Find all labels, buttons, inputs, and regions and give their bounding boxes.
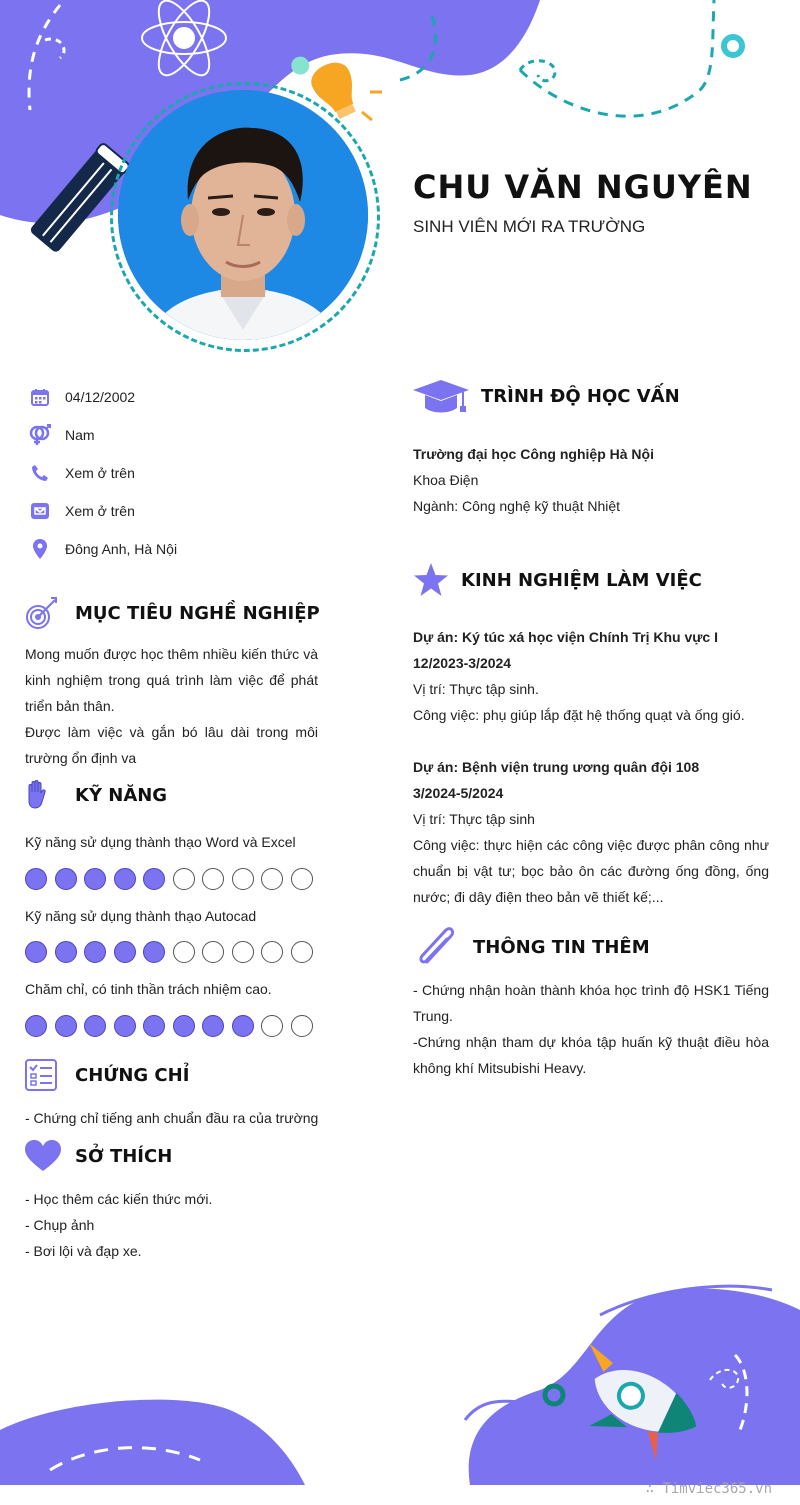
project-period: 12/2023-3/2024 [413, 655, 512, 671]
additional-paragraph: - Chứng nhận hoàn thành khóa học trình độ HSK1 Tiếng Trung. [413, 982, 769, 1024]
education-heading [413, 378, 680, 414]
project-work: Công việc: thực hiện các công việc được phân công như chuẩn bị vật tư; bọc bảo ôn các đường ống đồng, ống nước; đi dây điện theo bản vẽ thiết kế;... [413, 837, 769, 905]
rating-dot-filled [173, 1015, 195, 1037]
hobbies-heading [25, 1140, 172, 1172]
project-name: Dự án: Ký túc xá học viện Chính Trị Khu vực I [413, 629, 718, 645]
section-title: KỸ NĂNG [75, 784, 168, 806]
watermark: ∴ Timviec365.vn [645, 1481, 772, 1497]
rating-dot-empty [291, 1015, 313, 1037]
rating-dot-filled [84, 1015, 106, 1037]
skill-label: Chăm chỉ, có tinh thần trách nhiệm cao. [25, 981, 272, 997]
rating-dot-filled [114, 868, 136, 890]
hobby-item: - Chụp ảnh [25, 1217, 95, 1233]
contact-text: Nam [65, 427, 95, 443]
section-title: TRÌNH ĐỘ HỌC VẤN [481, 385, 680, 407]
footer-left-decoration [0, 1390, 320, 1485]
project-name: Dự án: Bệnh viện trung ương quân đội 108 [413, 759, 700, 775]
skill-rating [25, 868, 320, 890]
rating-dot-filled [55, 1015, 77, 1037]
contact-text: Xem ở trên [65, 503, 135, 519]
graduation-cap-icon [413, 378, 469, 414]
contact-email [28, 499, 135, 523]
skill-rating [25, 1015, 320, 1037]
rating-dot-empty [202, 868, 224, 890]
avatar [118, 90, 368, 340]
star-icon [413, 563, 449, 597]
rating-dot-filled [84, 941, 106, 963]
rating-dot-filled [143, 1015, 165, 1037]
rating-dot-filled [84, 868, 106, 890]
certificate-item: - Chứng chỉ tiếng anh chuẩn đầu ra của trường [25, 1110, 319, 1126]
project-work: Công việc: phụ giúp lắp đặt hệ thống quạt và ống gió. [413, 707, 745, 723]
rating-dot-empty [232, 868, 254, 890]
rating-dot-empty [202, 941, 224, 963]
email-icon [28, 499, 52, 523]
section-title: SỞ THÍCH [75, 1145, 173, 1167]
rating-dot-empty [173, 868, 195, 890]
rating-dot-empty [261, 868, 283, 890]
rating-dot-filled [25, 868, 47, 890]
objective-paragraph: Được làm việc và gắn bó lâu dài trong môi trường ổn định va [25, 724, 318, 766]
rating-dot-filled [143, 868, 165, 890]
contact-text: Đông Anh, Hà Nội [65, 541, 178, 557]
phone-icon [28, 461, 52, 485]
heart-icon [25, 1140, 61, 1172]
objective-body [25, 641, 318, 771]
rating-dot-filled [143, 941, 165, 963]
additional-body [413, 977, 769, 1081]
rating-dot-filled [25, 1015, 47, 1037]
checklist-icon [25, 1059, 57, 1091]
calendar-icon [28, 385, 52, 409]
rating-dot-filled [114, 1015, 136, 1037]
rating-dot-filled [25, 941, 47, 963]
hobby-item: - Học thêm các kiến thức mới. [25, 1191, 213, 1207]
section-title: THÔNG TIN THÊM [473, 936, 650, 958]
skill-label: Kỹ năng sử dụng thành thạo Autocad [25, 908, 257, 924]
additional-paragraph: -Chứng nhận tham dự khóa tập huấn kỹ thuật điều hòa không khí Mitsubishi Heavy. [413, 1034, 769, 1076]
section-title: KINH NGHIỆM LÀM VIỆC [461, 569, 702, 591]
location-pin-icon [28, 537, 52, 561]
certificates-heading [25, 1059, 189, 1091]
rating-dot-filled [55, 868, 77, 890]
rating-dot-empty [173, 941, 195, 963]
objective-paragraph: Mong muốn được học thêm nhiều kiến thức và kinh nghiệm trong quá trình làm việc để phát triển bản thân. [25, 646, 318, 714]
project-position: Vị trí: Thực tập sinh. [413, 681, 539, 697]
faculty: Khoa Điện [413, 472, 479, 488]
rating-dot-empty [291, 941, 313, 963]
experience-heading [413, 563, 702, 597]
rating-dot-empty [261, 941, 283, 963]
section-title: CHỨNG CHỈ [75, 1064, 190, 1086]
target-icon [25, 596, 59, 630]
objective-heading [25, 596, 320, 630]
skill-label: Kỹ năng sử dụng thành thạo Word và Excel [25, 834, 296, 850]
additional-heading [413, 926, 650, 968]
footer-right-decoration [450, 1270, 800, 1485]
school-name: Trường đại học Công nghiệp Hà Nội [413, 446, 654, 462]
paperclip-icon [413, 926, 459, 968]
gender-icon [28, 423, 52, 447]
major: Ngành: Công nghệ kỹ thuật Nhiệt [413, 498, 621, 514]
section-title: MỤC TIÊU NGHỀ NGHIỆP [75, 602, 320, 624]
rating-dot-filled [202, 1015, 224, 1037]
hobbies-list [25, 1186, 212, 1264]
rating-dot-empty [291, 868, 313, 890]
candidate-name: CHU VĂN NGUYÊN [413, 168, 753, 206]
contact-birthday [28, 385, 135, 409]
education-body [413, 441, 654, 519]
project-position: Vị trí: Thực tập sinh [413, 811, 535, 827]
contact-address [28, 537, 177, 561]
experience-project [413, 624, 769, 728]
contact-text: 04/12/2002 [65, 389, 136, 405]
rating-dot-empty [232, 941, 254, 963]
skill-rating [25, 941, 320, 963]
contact-gender [28, 423, 95, 447]
contact-phone [28, 461, 135, 485]
experience-project [413, 754, 769, 910]
rating-dot-empty [261, 1015, 283, 1037]
hobby-item: - Bơi lội và đạp xe. [25, 1243, 142, 1259]
hand-icon [25, 780, 49, 810]
skills-heading [25, 780, 167, 810]
contact-text: Xem ở trên [65, 465, 135, 481]
rating-dot-filled [114, 941, 136, 963]
rating-dot-filled [232, 1015, 254, 1037]
project-period: 3/2024-5/2024 [413, 785, 504, 801]
candidate-title: SINH VIÊN MỚI RA TRƯỜNG [413, 217, 646, 236]
rating-dot-filled [55, 941, 77, 963]
